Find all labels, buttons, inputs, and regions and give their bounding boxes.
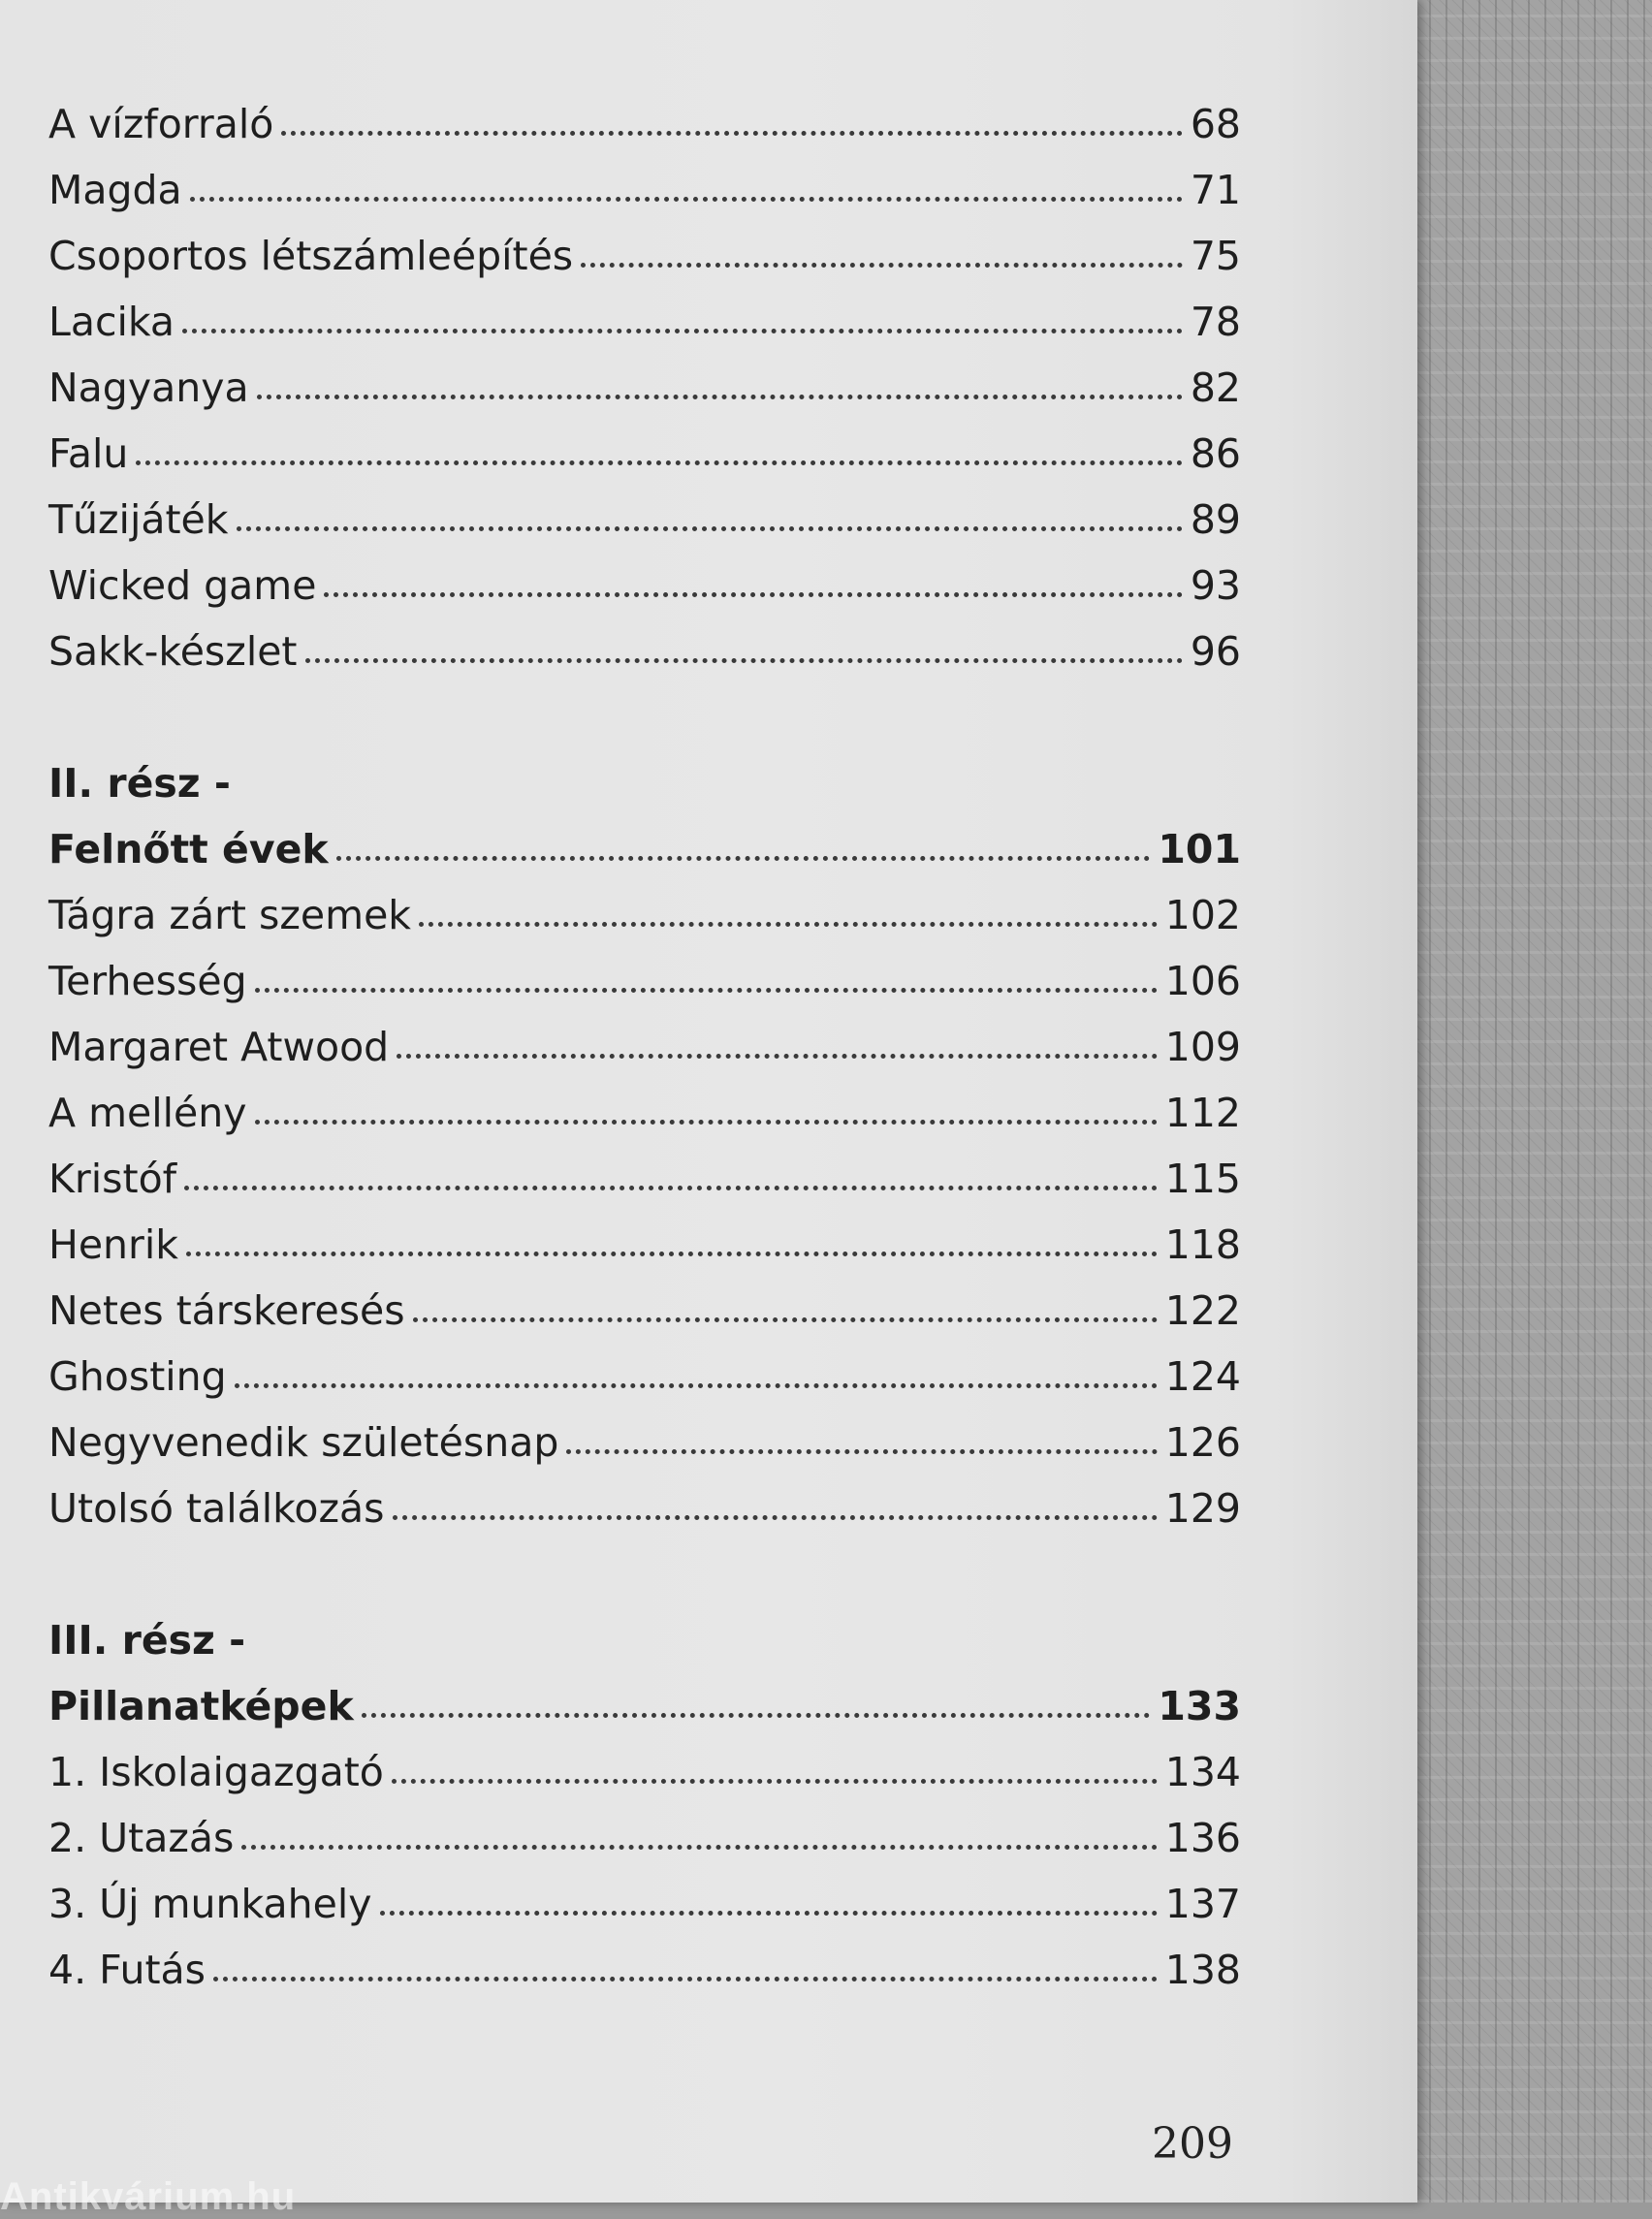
toc-entry[interactable] [48, 1937, 1241, 2003]
toc-entry-page: 106 [1164, 958, 1241, 1004]
toc-entry[interactable] [48, 1014, 1241, 1080]
dot-leader [281, 131, 1182, 136]
toc-entry-page: 102 [1164, 892, 1241, 938]
toc-entry-page: 96 [1190, 628, 1241, 675]
toc-entry-title: Margaret Atwood [48, 1024, 390, 1070]
toc-entry-title: Tágra zárt szemek [48, 892, 412, 938]
dot-leader [397, 1054, 1158, 1059]
toc-entry-title: Magda [48, 167, 182, 213]
part-page: 133 [1158, 1683, 1241, 1729]
toc-entry[interactable] [48, 1739, 1241, 1805]
toc-entry[interactable] [48, 1805, 1241, 1871]
dot-leader [235, 1383, 1158, 1388]
toc-entry-title: Henrik [48, 1221, 179, 1268]
dot-leader [393, 1515, 1158, 1520]
part-heading-text: III. rész - [48, 1617, 246, 1664]
dot-leader [255, 1120, 1158, 1125]
toc-entry-title: Ghosting [48, 1353, 227, 1400]
dot-leader [324, 592, 1182, 597]
dot-leader [182, 329, 1183, 333]
toc-entry[interactable] [48, 1146, 1241, 1212]
toc-entry-page: 137 [1164, 1881, 1241, 1927]
toc-entry-page: 93 [1190, 562, 1241, 609]
page-number: 209 [1152, 2119, 1233, 2169]
toc-entry-title: A mellény [48, 1090, 247, 1136]
toc-entry-page: 75 [1190, 233, 1241, 279]
toc-entry-page: 68 [1190, 101, 1241, 147]
toc-entry-page: 136 [1164, 1815, 1241, 1861]
dot-leader [413, 1317, 1158, 1322]
dot-leader [213, 1977, 1158, 1981]
toc-entry-title: Csoportos létszámleépítés [48, 233, 574, 279]
toc-entry-page: 118 [1164, 1221, 1241, 1268]
toc-entry-title: Lacika [48, 299, 175, 345]
toc-entry-page: 109 [1164, 1024, 1241, 1070]
toc-entry-title: 2. Utazás [48, 1815, 235, 1861]
dot-leader [241, 1845, 1157, 1850]
toc-entry-title: 4. Futás [48, 1947, 206, 1993]
toc-entry-title: Wicked game [48, 562, 317, 609]
toc-entry[interactable] [48, 421, 1241, 487]
toc-entry-page: 112 [1164, 1090, 1241, 1136]
toc-entry-title: Falu [48, 430, 129, 477]
background-textured-surface [1396, 0, 1652, 2203]
dot-leader [255, 988, 1158, 993]
toc-entry-title: Utolsó találkozás [48, 1485, 385, 1532]
toc-entry[interactable] [48, 1080, 1241, 1146]
toc-entry[interactable] [48, 618, 1241, 684]
dot-leader [237, 526, 1183, 531]
toc-entry[interactable] [48, 157, 1241, 223]
section-gap [48, 684, 1241, 750]
toc-entry[interactable] [48, 487, 1241, 553]
toc-entry-page: 138 [1164, 1947, 1241, 1993]
toc-entry-page: 86 [1190, 430, 1241, 477]
toc-entry[interactable] [48, 1475, 1241, 1541]
toc-entry[interactable] [48, 223, 1241, 289]
toc-entry[interactable] [48, 553, 1241, 618]
dot-leader [136, 460, 1183, 465]
toc-entry-title: A vízforraló [48, 101, 274, 147]
dot-leader [257, 395, 1183, 399]
dot-leader [190, 197, 1183, 202]
dot-leader [581, 263, 1183, 268]
toc-entry[interactable] [48, 882, 1241, 948]
toc-entry[interactable] [48, 1278, 1241, 1344]
toc-entry-page: 115 [1164, 1156, 1241, 1202]
part-heading [48, 1607, 1241, 1673]
part-title: Felnőtt évek [48, 826, 329, 872]
toc-entry-title: Terhesség [48, 958, 247, 1004]
part-title-entry[interactable] [48, 1673, 1241, 1739]
toc-entry-page: 122 [1164, 1287, 1241, 1334]
toc-entry-page: 129 [1164, 1485, 1241, 1532]
toc-entry[interactable] [48, 1212, 1241, 1278]
toc-entry[interactable] [48, 1344, 1241, 1410]
toc-entry[interactable] [48, 289, 1241, 355]
table-of-contents [48, 91, 1241, 2003]
dot-leader [380, 1911, 1158, 1916]
toc-entry-title: Netes társkeresés [48, 1287, 405, 1334]
toc-entry-title: Kristóf [48, 1156, 177, 1202]
dot-leader [336, 856, 1151, 861]
dot-leader [184, 1186, 1158, 1190]
dot-leader [392, 1779, 1158, 1784]
toc-entry-title: Tűzijáték [48, 496, 229, 543]
toc-entry-page: 89 [1190, 496, 1241, 543]
toc-entry[interactable] [48, 1410, 1241, 1475]
toc-entry[interactable] [48, 948, 1241, 1014]
dot-leader [305, 658, 1183, 663]
toc-entry-title: 3. Új munkahely [48, 1881, 372, 1927]
toc-entry-page: 124 [1164, 1353, 1241, 1400]
dot-leader [419, 922, 1158, 927]
watermark: Antikvárium.hu [0, 2175, 297, 2218]
toc-entry-title: Nagyanya [48, 365, 249, 411]
toc-entry-page: 71 [1190, 167, 1241, 213]
toc-entry-title: Sakk-készlet [48, 628, 298, 675]
dot-leader [566, 1449, 1157, 1454]
toc-entry-page: 126 [1164, 1419, 1241, 1466]
dot-leader [362, 1713, 1151, 1718]
toc-entry[interactable] [48, 355, 1241, 421]
toc-entry-title: Negyvenedik születésnap [48, 1419, 559, 1466]
toc-entry-page: 78 [1190, 299, 1241, 345]
toc-entry-page: 134 [1164, 1749, 1241, 1795]
toc-entry-page: 82 [1190, 365, 1241, 411]
dot-leader [186, 1252, 1158, 1256]
toc-entry-title: 1. Iskolaigazgató [48, 1749, 384, 1795]
part-heading-text: II. rész - [48, 760, 231, 807]
part-title: Pillanatképek [48, 1683, 354, 1729]
section-gap [48, 1541, 1241, 1607]
toc-entry[interactable] [48, 91, 1241, 157]
part-heading [48, 750, 1241, 816]
part-title-entry[interactable] [48, 816, 1241, 882]
part-page: 101 [1158, 826, 1241, 872]
toc-entry[interactable] [48, 1871, 1241, 1937]
